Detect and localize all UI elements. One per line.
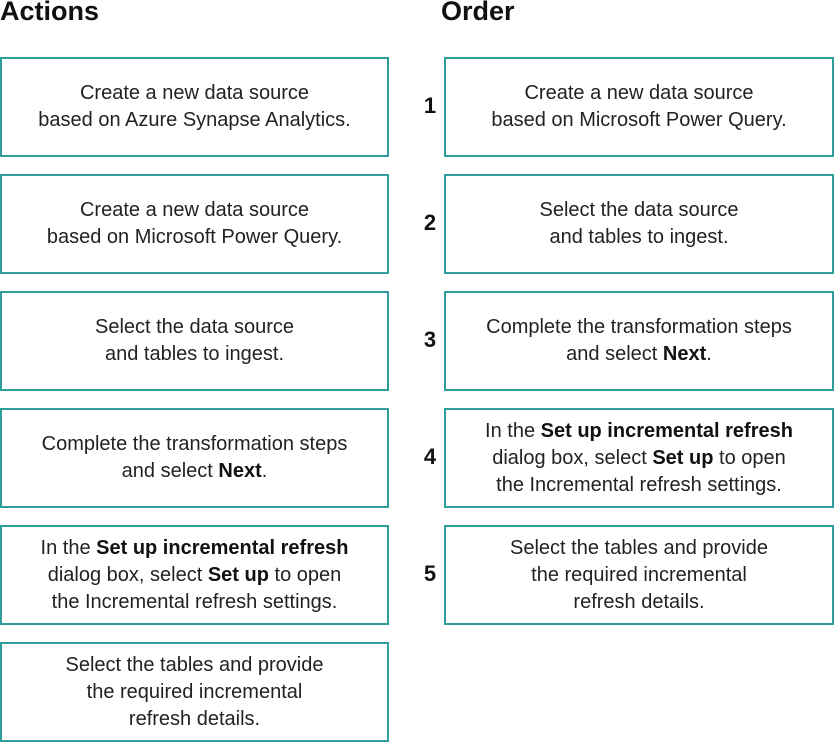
- action-item-set-up-incremental-refresh[interactable]: [0, 525, 389, 625]
- action-item-text: Select the tables and provide the required incremental refresh details.: [65, 653, 324, 730]
- order-number: 5: [423, 561, 437, 586]
- action-item-text: In the Set up incremental refresh dialog box, select Set up to open the Incremental refresh settings.: [40, 536, 349, 613]
- order-item-text: Select the tables and provide the required incremental refresh details.: [510, 536, 768, 613]
- order-number: 4: [423, 444, 437, 469]
- order-slot-4[interactable]: [444, 408, 834, 508]
- action-item-text: Create a new data source based on Microsoft Power Query.: [46, 199, 343, 248]
- order-item-text: Complete the transformation steps and select Next.: [486, 316, 792, 365]
- action-item-azure-synapse-source[interactable]: [0, 57, 389, 157]
- action-item-complete-transformation[interactable]: [0, 408, 389, 508]
- order-item-text: In the Set up incremental refresh dialog box, select Set up to open the Incremental refresh settings.: [485, 419, 793, 496]
- order-slot-5[interactable]: [444, 525, 834, 625]
- order-slot-2[interactable]: [444, 174, 834, 274]
- order-number: 3: [423, 327, 437, 352]
- order-number: 1: [423, 93, 437, 118]
- order-item-text: Create a new data source based on Microsoft Power Query.: [491, 82, 787, 131]
- order-slot-1[interactable]: [444, 57, 834, 157]
- action-item-text: Complete the transformation steps and select Next.: [41, 433, 348, 482]
- action-item-power-query-source[interactable]: [0, 174, 389, 274]
- order-number: 2: [423, 210, 437, 235]
- order-heading: Order: [441, 0, 515, 26]
- action-item-select-tables-refresh-details[interactable]: [0, 642, 389, 742]
- order-item-text: Select the data source and tables to ingest.: [539, 199, 739, 248]
- action-item-text: Create a new data source based on Azure Synapse Analytics.: [38, 82, 351, 131]
- action-item-text: Select the data source and tables to ingest.: [94, 316, 294, 365]
- order-slot-3[interactable]: [444, 291, 834, 391]
- actions-heading: Actions: [0, 0, 100, 26]
- action-item-select-source-tables[interactable]: [0, 291, 389, 391]
